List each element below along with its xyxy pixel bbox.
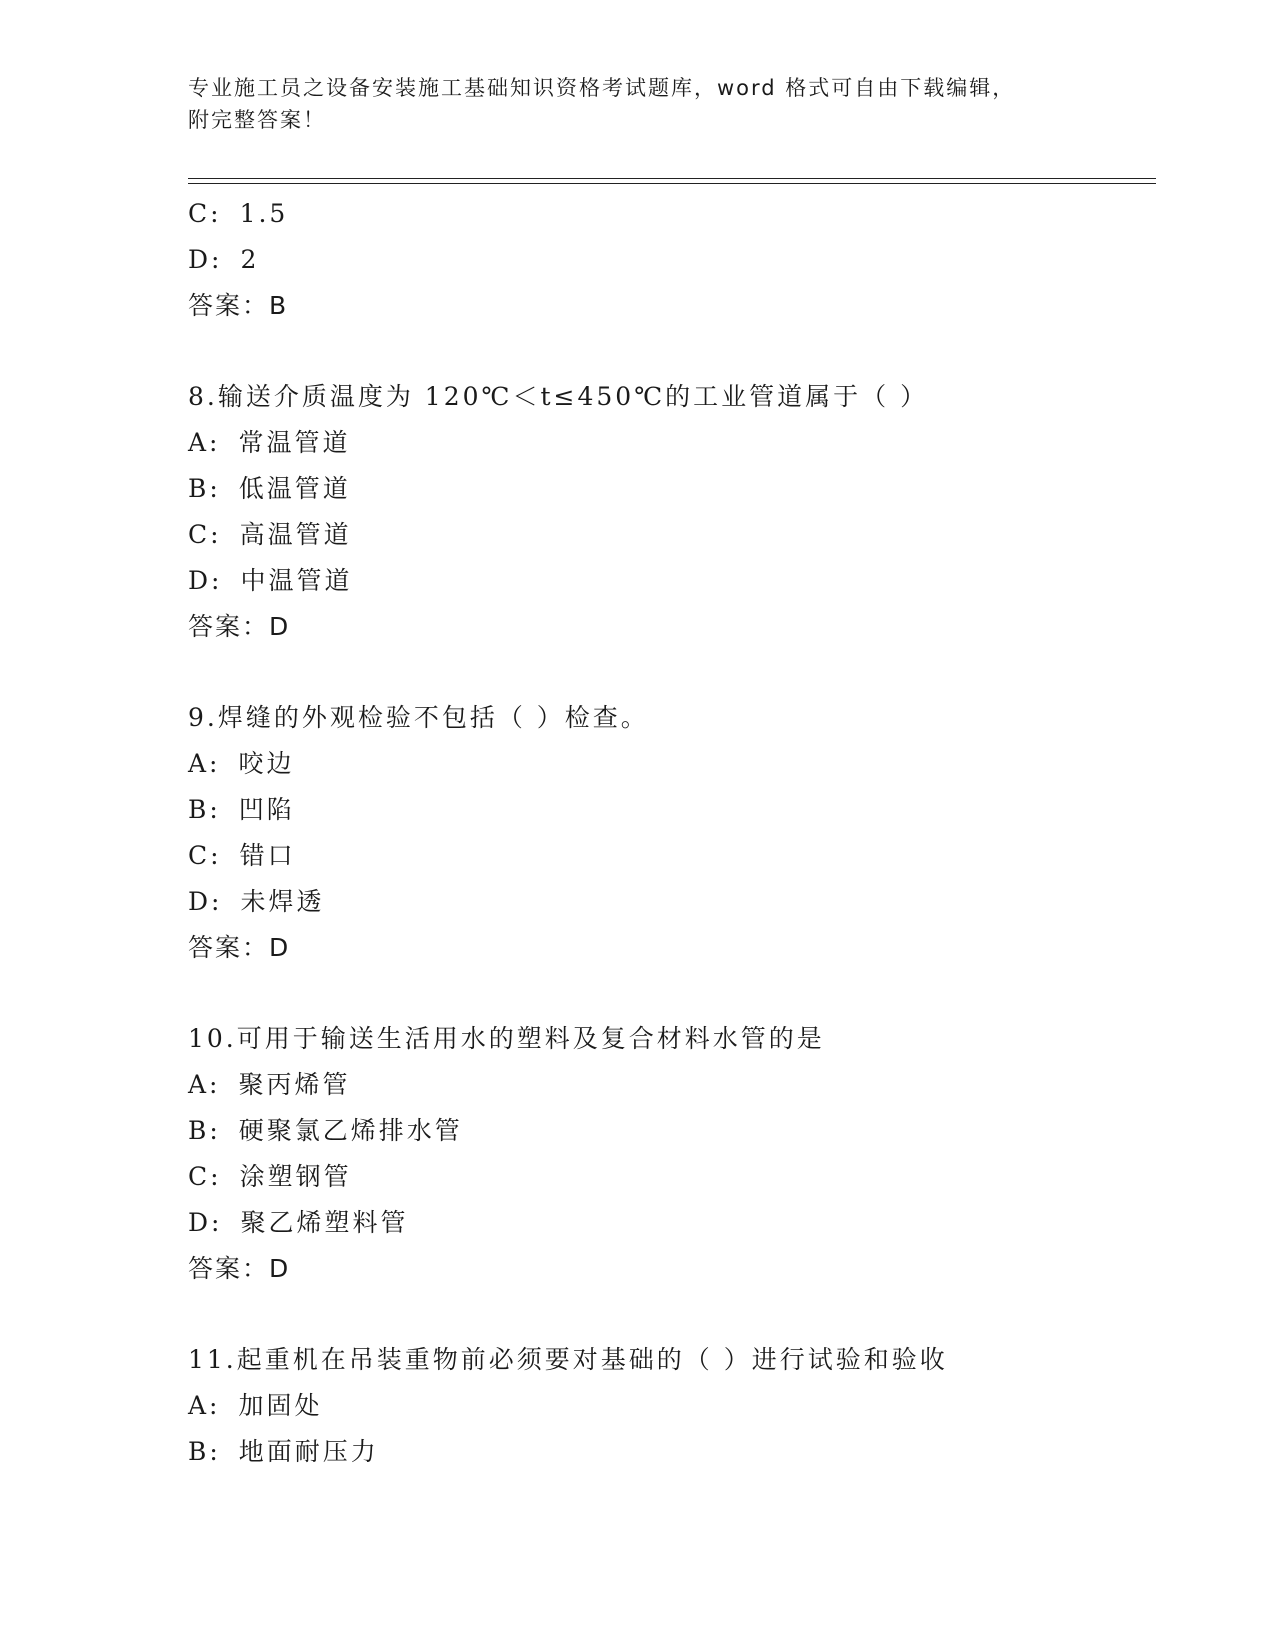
header-divider-bottom bbox=[188, 183, 1156, 184]
option-letter: B: bbox=[188, 1116, 221, 1145]
option-line bbox=[188, 1200, 1156, 1246]
option-line bbox=[188, 558, 1156, 604]
option-text: 聚丙烯管 bbox=[238, 1070, 351, 1099]
header-line-2: 附完整答案！ bbox=[188, 108, 326, 132]
option-line bbox=[188, 787, 1156, 833]
option-text: 凹陷 bbox=[238, 795, 295, 824]
option-line bbox=[188, 237, 1156, 283]
option-line bbox=[188, 833, 1156, 879]
answer-line: 答案：B bbox=[188, 291, 289, 320]
question-stem: 8.输送介质温度为 120℃＜t≤450℃的工业管道属于（ ） bbox=[188, 382, 929, 411]
option-letter: D: bbox=[188, 245, 223, 274]
option-letter: A: bbox=[188, 1391, 221, 1420]
option-text: 高温管道 bbox=[239, 520, 352, 549]
option-letter: C: bbox=[188, 520, 222, 549]
option-line bbox=[188, 879, 1156, 925]
option-letter: D: bbox=[188, 887, 223, 916]
option-text: 聚乙烯塑料管 bbox=[240, 1208, 409, 1237]
option-line bbox=[188, 741, 1156, 787]
option-letter: A: bbox=[188, 749, 221, 778]
option-line bbox=[188, 512, 1156, 558]
option-line bbox=[188, 1383, 1156, 1429]
option-text: 低温管道 bbox=[238, 474, 351, 503]
option-text: 硬聚氯乙烯排水管 bbox=[238, 1116, 463, 1145]
option-letter: B: bbox=[188, 1437, 221, 1466]
option-text: 1.5 bbox=[239, 199, 289, 228]
question-content bbox=[188, 191, 1156, 1475]
option-letter: B: bbox=[188, 474, 221, 503]
option-letter: A: bbox=[188, 1070, 221, 1099]
option-line bbox=[188, 191, 1156, 237]
option-line bbox=[188, 420, 1156, 466]
answer-line: 答案：D bbox=[188, 612, 291, 641]
option-line bbox=[188, 1108, 1156, 1154]
option-letter: A: bbox=[188, 428, 221, 457]
question-stem: 9.焊缝的外观检验不包括（ ）检查。 bbox=[188, 703, 649, 732]
document-header bbox=[188, 72, 1068, 136]
option-text: 加固处 bbox=[238, 1391, 323, 1420]
option-letter: B: bbox=[188, 795, 221, 824]
option-text: 中温管道 bbox=[240, 566, 353, 595]
answer-line: 答案：D bbox=[188, 1254, 291, 1283]
header-line-1: 专业施工员之设备安装施工基础知识资格考试题库，word 格式可自由下载编辑， bbox=[188, 76, 1016, 100]
option-letter: C: bbox=[188, 199, 222, 228]
answer-line: 答案：D bbox=[188, 933, 291, 962]
option-letter: D: bbox=[188, 566, 223, 595]
option-text: 咬边 bbox=[238, 749, 295, 778]
option-line bbox=[188, 1429, 1156, 1475]
question-stem: 11.起重机在吊装重物前必须要对基础的（ ）进行试验和验收 bbox=[188, 1345, 948, 1374]
option-text: 地面耐压力 bbox=[238, 1437, 379, 1466]
option-letter: C: bbox=[188, 1162, 222, 1191]
option-text: 2 bbox=[240, 245, 260, 274]
option-line bbox=[188, 1062, 1156, 1108]
option-text: 错口 bbox=[239, 841, 296, 870]
question-stem: 10.可用于输送生活用水的塑料及复合材料水管的是 bbox=[188, 1024, 825, 1053]
option-text: 涂塑钢管 bbox=[239, 1162, 352, 1191]
option-letter: D: bbox=[188, 1208, 223, 1237]
option-letter: C: bbox=[188, 841, 222, 870]
header-divider-top bbox=[188, 178, 1156, 179]
option-text: 常温管道 bbox=[238, 428, 351, 457]
option-line bbox=[188, 466, 1156, 512]
option-line bbox=[188, 1154, 1156, 1200]
option-text: 未焊透 bbox=[240, 887, 325, 916]
